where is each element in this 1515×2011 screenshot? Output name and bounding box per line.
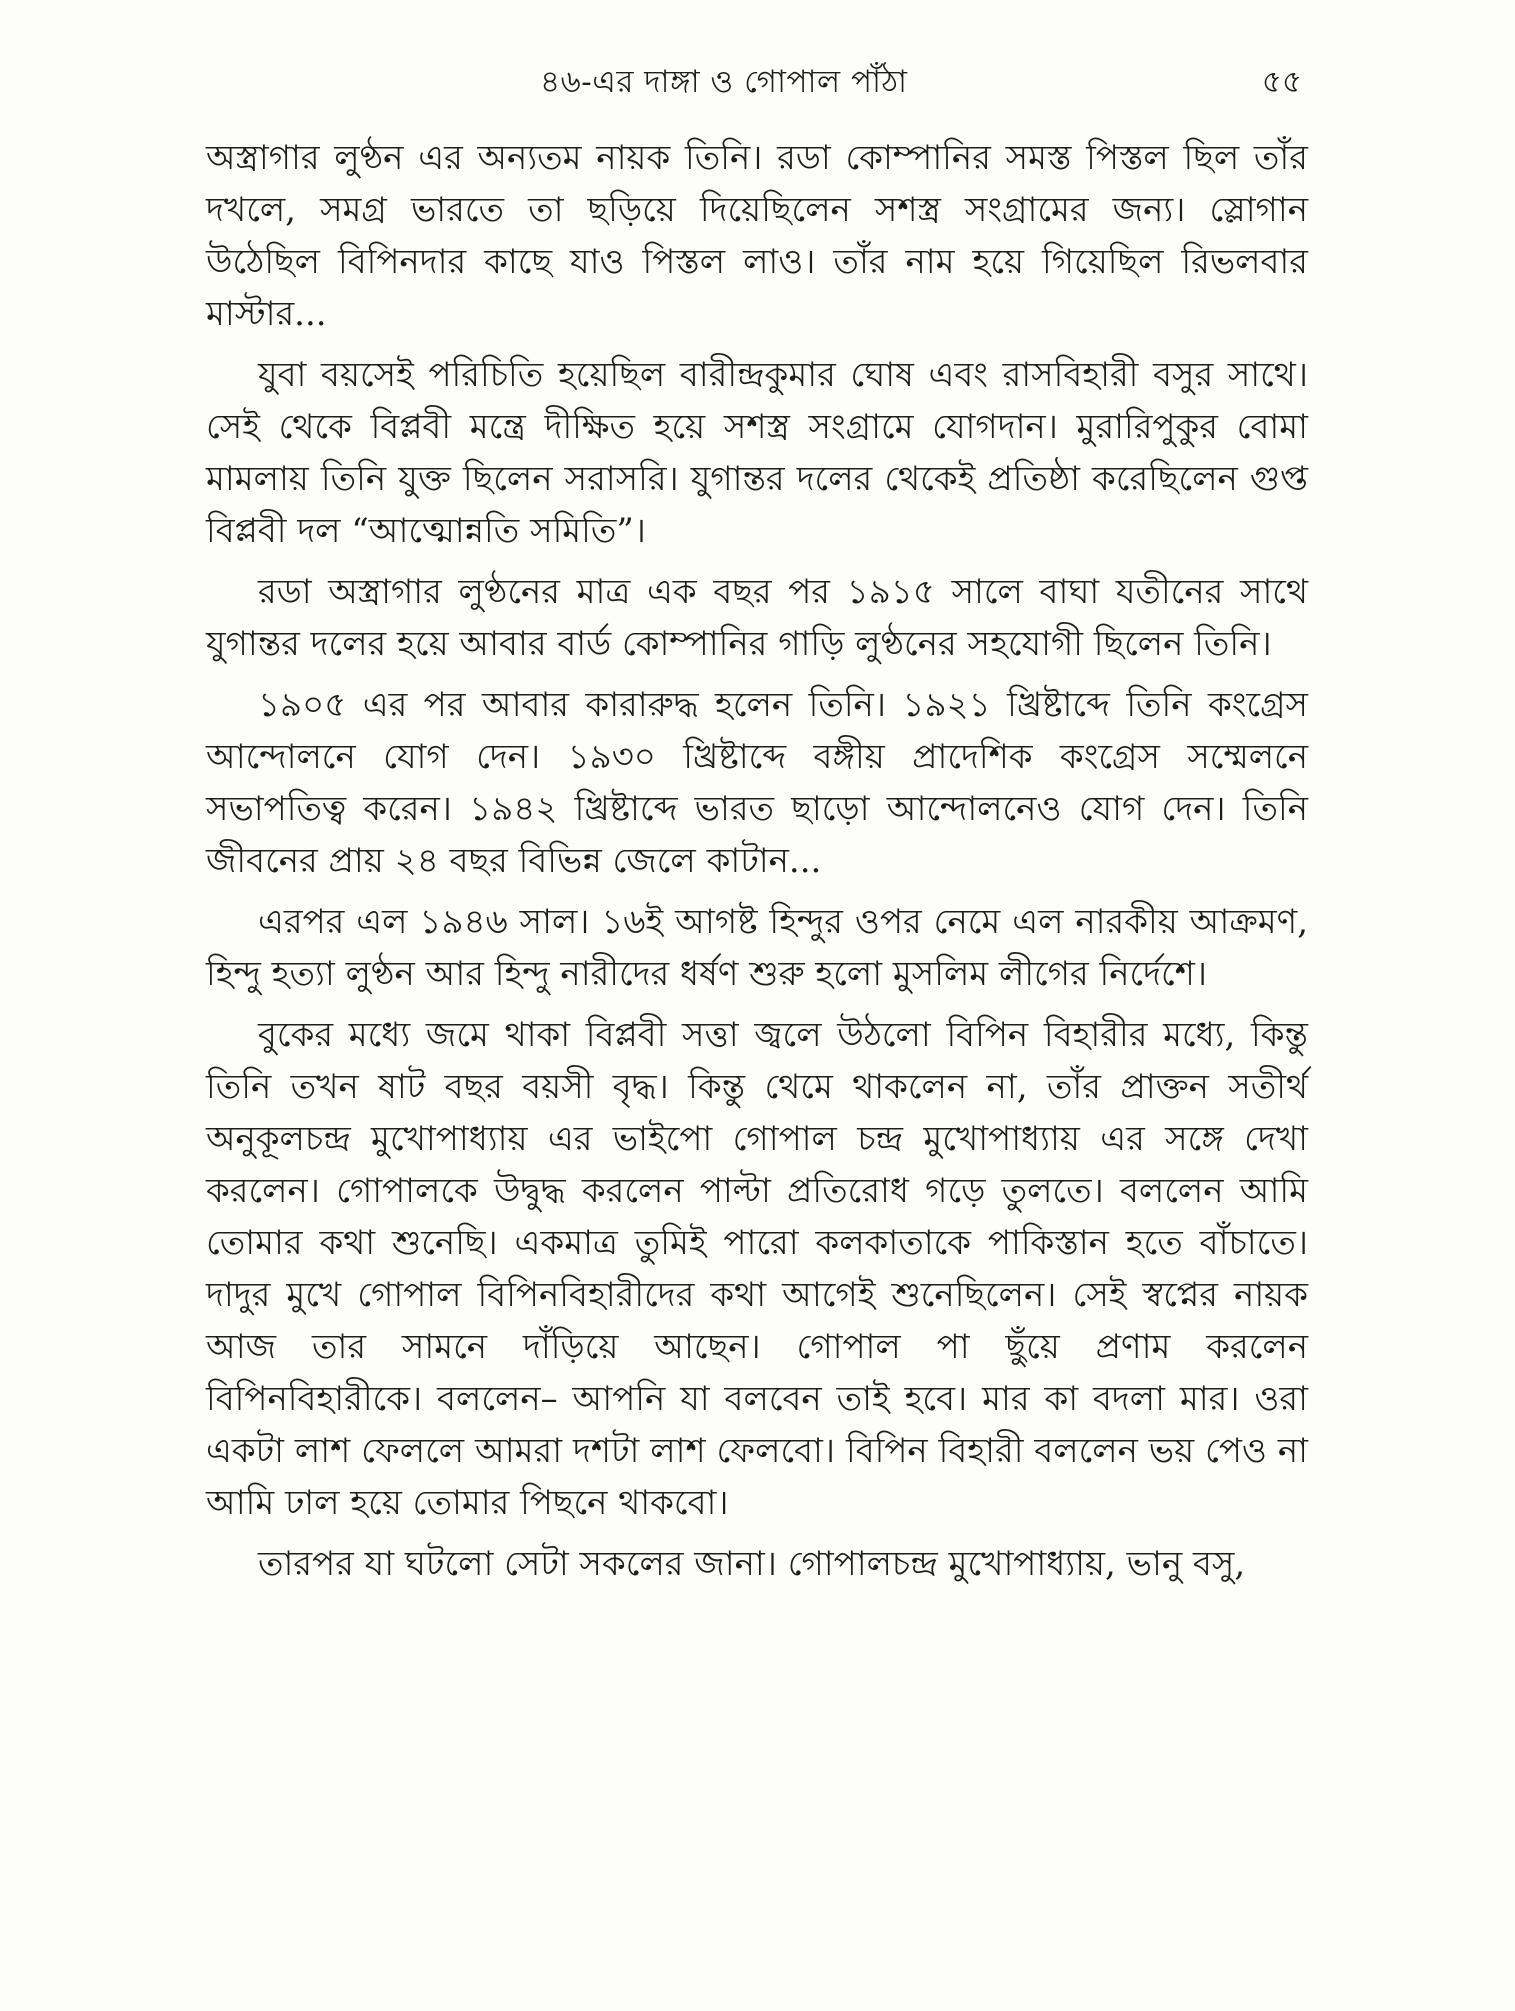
body-text — [206, 132, 1308, 1599]
running-title: ৪৬-এর দাঙ্গা ও গোপাল পাঁঠা — [540, 64, 908, 100]
paragraph-4: ১৯০৫ এর পর আবার কারারুদ্ধ হলেন তিনি। ১৯২১ খ্রিষ্টাব্দে তিনি কংগ্রেস আন্দোলনে যোগ দেন। ১৯৩০ খ্রিষ্টাব্দে বঙ্গীয় প্রাদেশিক কংগ্রেস সম্মেলনে সভাপতিত্ব করেন। ১৯৪২ খ্রিষ্টাব্দে ভারত ছাড়ো আন্দোলনেও যোগ দেন। তিনি জীবনের প্রায় ২৪ বছর বিভিন্ন জেলে কাটান... — [206, 685, 1308, 881]
paragraph-3: রডা অস্ত্রাগার লুণ্ঠনের মাত্র এক বছর পর ১৯১৫ সালে বাঘা যতীনের সাথে যুগান্তর দলের হয়ে আবার বার্ড কোম্পানির গাড়ি লুণ্ঠনের সহযোগী ছিলেন তিনি। — [206, 572, 1308, 664]
page-number: ৫৫ — [1261, 64, 1302, 100]
paragraph-7: তারপর যা ঘটলো সেটা সকলের জানা। গোপালচন্দ্র মুখোপাধ্যায়, ভানু বসু, — [258, 1544, 1246, 1584]
paragraph-1: অস্ত্রাগার লুণ্ঠন এর অন্যতম নায়ক তিনি। রডা কোম্পানির সমস্ত পিস্তল ছিল তাঁর দখলে, সমগ্র ভারতে তা ছড়িয়ে দিয়েছিলেন সশস্ত্র সংগ্রামের জন্য। স্লোগান উঠেছিল বিপিনদার কাছে যাও পিস্তল লাও। তাঁর নাম হয়ে গিয়েছিল রিভলবার মাস্টার... — [206, 138, 1308, 334]
paragraph-5: এরপর এল ১৯৪৬ সাল। ১৬ই আগষ্ট হিন্দুর ওপর নেমে এল নারকীয় আক্রমণ, হিন্দু হত্যা লুণ্ঠন আর হিন্দু নারীদের ধর্ষণ শুরু হলো মুসলিম লীগের নির্দেশে। — [206, 902, 1308, 994]
running-header — [200, 52, 1310, 112]
paragraph-2: যুবা বয়সেই পরিচিতি হয়েছিল বারীন্দ্রকুমার ঘোষ এবং রাসবিহারী বসুর সাথে। সেই থেকে বিপ্লবী মন্ত্রে দীক্ষিত হয়ে সশস্ত্র সংগ্রামে যোগদান। মুরারিপুকুর বোমা মামলায় তিনি যুক্ত ছিলেন সরাসরি। যুগান্তর দলের থেকেই প্রতিষ্ঠা করেছিলেন গুপ্ত বিপ্লবী দল “আত্মোন্নতি সমিতি”। — [206, 355, 1308, 551]
paragraph-6: বুকের মধ্যে জমে থাকা বিপ্লবী সত্তা জ্বলে উঠলো বিপিন বিহারীর মধ্যে, কিন্তু তিনি তখন ষাট বছর বয়সী বৃদ্ধ। কিন্তু থেমে থাকলেন না, তাঁর প্রাক্তন সতীর্থ অনুকূলচন্দ্র মুখোপাধ্যায় এর ভাইপো গোপাল চন্দ্র মুখোপাধ্যায় এর সঙ্গে দেখা করলেন। গোপালকে উদ্বুদ্ধ করলেন পাল্টা প্রতিরোধ গড়ে তুলতে। বললেন আমি তোমার কথা শুনেছি। একমাত্র তুমিই পারো কলকাতাকে পাকিস্তান হতে বাঁচাতে। দাদুর মুখে গোপাল বিপিনবিহারীদের কথা আগেই শুনেছিলেন। সেই স্বপ্নের নায়ক আজ তার সামনে দাঁড়িয়ে আছেন। গোপাল পা ছুঁয়ে প্রণাম করলেন বিপিনবিহারীকে। বললেন– আপনি যা বলবেন তাই হবে। মার কা বদলা মার। ওরা একটা লাশ ফেললে আমরা দশটা লাশ ফেলবো। বিপিন বিহারী বললেন ভয় পেও না আমি ঢাল হয়ে তোমার পিছনে থাকবো। — [206, 1015, 1308, 1523]
